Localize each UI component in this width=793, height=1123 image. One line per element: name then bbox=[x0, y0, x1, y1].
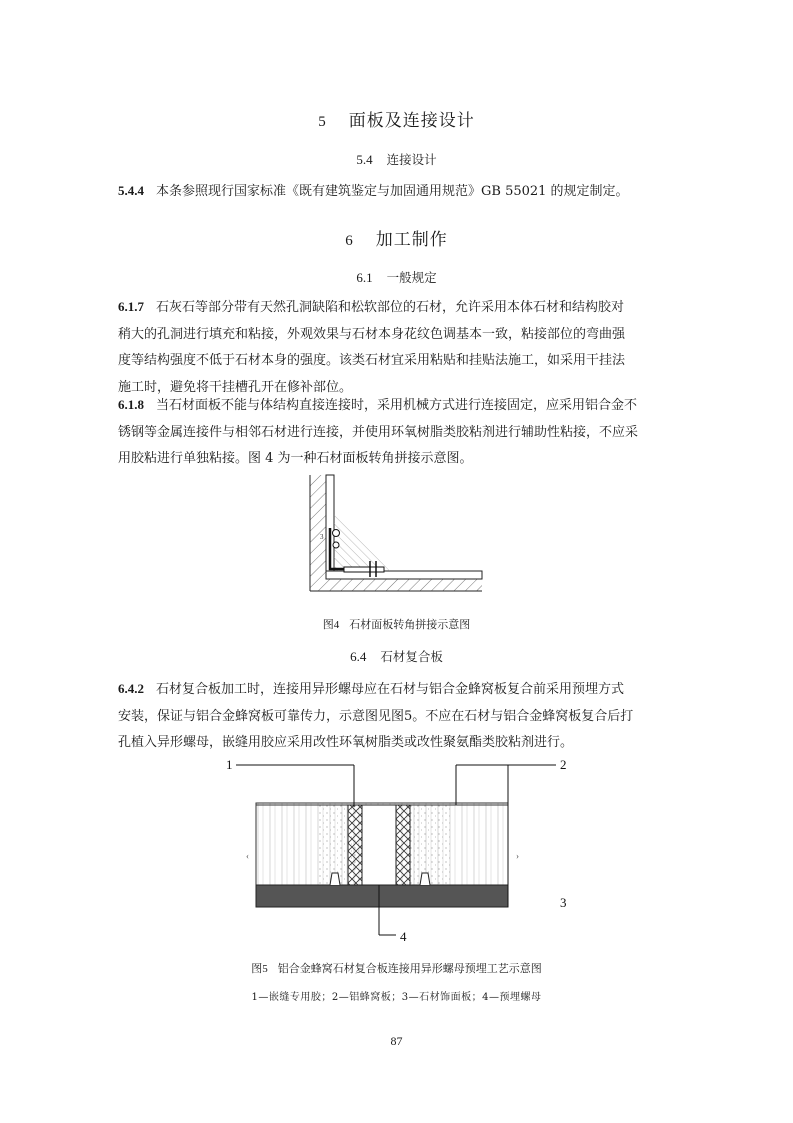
clause-line: 施工时，避免将干挂槽孔开在修补部位。 bbox=[118, 379, 353, 395]
figure-caption-text: 石材面板转角拼接示意图 bbox=[349, 618, 471, 631]
section-number: 6.1 bbox=[356, 270, 373, 285]
svg-text:›: › bbox=[516, 851, 519, 861]
clause-line: 安装，保证与铝合金蜂窝板可靠传力，示意图见图5。不应在石材与铝合金蜂窝板复合后打 bbox=[118, 708, 634, 724]
embedded-nut-icon bbox=[420, 873, 430, 885]
clause-6-4-2 bbox=[118, 676, 678, 757]
svg-text:‹: ‹ bbox=[246, 851, 249, 861]
clause-line: 石材复合板加工时，连接用异形螺母应在石材与铝合金蜂窝板复合前采用预埋方式 bbox=[156, 682, 625, 697]
chapter-number: 5 bbox=[318, 114, 327, 130]
figure-4-caption bbox=[0, 616, 793, 632]
figure-5-legend: 1—嵌缝专用胶；2—铝蜂窝板；3—石材饰面板；4—预埋螺母 bbox=[251, 992, 542, 1003]
figure-caption-text: 铝合金蜂窝石材复合板连接用异形螺母预埋工艺示意图 bbox=[277, 962, 542, 975]
stone-facing-panel bbox=[256, 885, 508, 907]
clause-number: 6.1.8 bbox=[118, 397, 144, 412]
connection-plate bbox=[344, 567, 384, 572]
clause-number: 6.1.7 bbox=[118, 299, 144, 314]
section-6-1-heading bbox=[0, 268, 793, 286]
bolt-icon bbox=[333, 542, 339, 548]
section-title: 石材复合板 bbox=[380, 649, 443, 664]
clause-number: 5.4.4 bbox=[118, 183, 144, 198]
label-3: 3 bbox=[560, 895, 567, 910]
bolt-icon bbox=[333, 530, 340, 537]
seam-hatch bbox=[396, 805, 410, 885]
section-number: 5.4 bbox=[356, 152, 373, 167]
clause-line: 孔植入异形螺母，嵌缝用胶应采用改性环氧树脂类或改性聚氨酯类胶粘剂进行。 bbox=[118, 735, 574, 750]
corner-cavity-hatch bbox=[334, 513, 390, 571]
section-number: 6.4 bbox=[350, 649, 367, 664]
chapter-number: 6 bbox=[345, 233, 354, 249]
clause-number: 6.4.2 bbox=[118, 681, 144, 696]
chapter-5-heading bbox=[0, 106, 793, 131]
central-gap bbox=[362, 805, 396, 885]
clause-5-4-4 bbox=[118, 178, 678, 206]
clause-line: 石灰石等部分带有天然孔洞缺陷和松软部位的石材，允许采用本体石材和结构胶对 bbox=[156, 300, 625, 315]
page-number: 87 bbox=[390, 1034, 403, 1048]
figure-5-embedded-nut-diagram bbox=[220, 755, 580, 950]
clause-line: 当石材面板不能与体结构直接连接时，采用机械方式进行连接固定，应采用铝合金不 bbox=[156, 398, 638, 413]
section-6-4-heading bbox=[0, 647, 793, 665]
section-title: 连接设计 bbox=[386, 152, 437, 167]
figure-number: 图5 bbox=[251, 963, 268, 975]
label-2: 2 bbox=[560, 757, 567, 772]
clause-line: 稍大的孔洞进行填充和粘接，外观效果与石材本身花纹色调基本一致，粘接部位的弯曲强 bbox=[118, 326, 626, 342]
chapter-title: 加工制作 bbox=[375, 230, 448, 250]
figure-4-corner-joint-diagram bbox=[300, 473, 500, 603]
clause-6-1-8 bbox=[118, 392, 678, 473]
clause-6-1-7 bbox=[118, 294, 678, 401]
clause-line: 锈钢等金属连接件与相邻石材进行连接，并使用环氧树脂类胶粘剂进行辅助性粘接，不应采 bbox=[118, 424, 639, 440]
chapter-title: 面板及连接设计 bbox=[348, 111, 475, 131]
label-4: 4 bbox=[400, 929, 407, 944]
svg-text:3: 3 bbox=[320, 533, 324, 541]
embedded-nut-icon bbox=[330, 873, 340, 885]
chapter-6-heading bbox=[0, 225, 793, 250]
clause-line: 度等结构强度不低于石材本身的强度。该类石材宜采用粘贴和挂贴法施工，如采用干挂法 bbox=[118, 353, 626, 368]
section-5-4-heading bbox=[0, 150, 793, 168]
label-1: 1 bbox=[226, 757, 233, 772]
sealant-zone bbox=[410, 805, 452, 885]
figure-5-caption bbox=[0, 960, 793, 976]
section-title: 一般规定 bbox=[386, 270, 437, 285]
clause-line: 用胶粘进行单独粘接。图 4 为一种石材面板转角拼接示意图。 bbox=[118, 451, 473, 466]
seam-hatch bbox=[348, 805, 362, 885]
clause-line: 本条参照现行国家标准《既有建筑鉴定与加固通用规范》GB 55021 的规定制定。 bbox=[156, 184, 629, 199]
figure-number: 图4 bbox=[322, 619, 340, 631]
